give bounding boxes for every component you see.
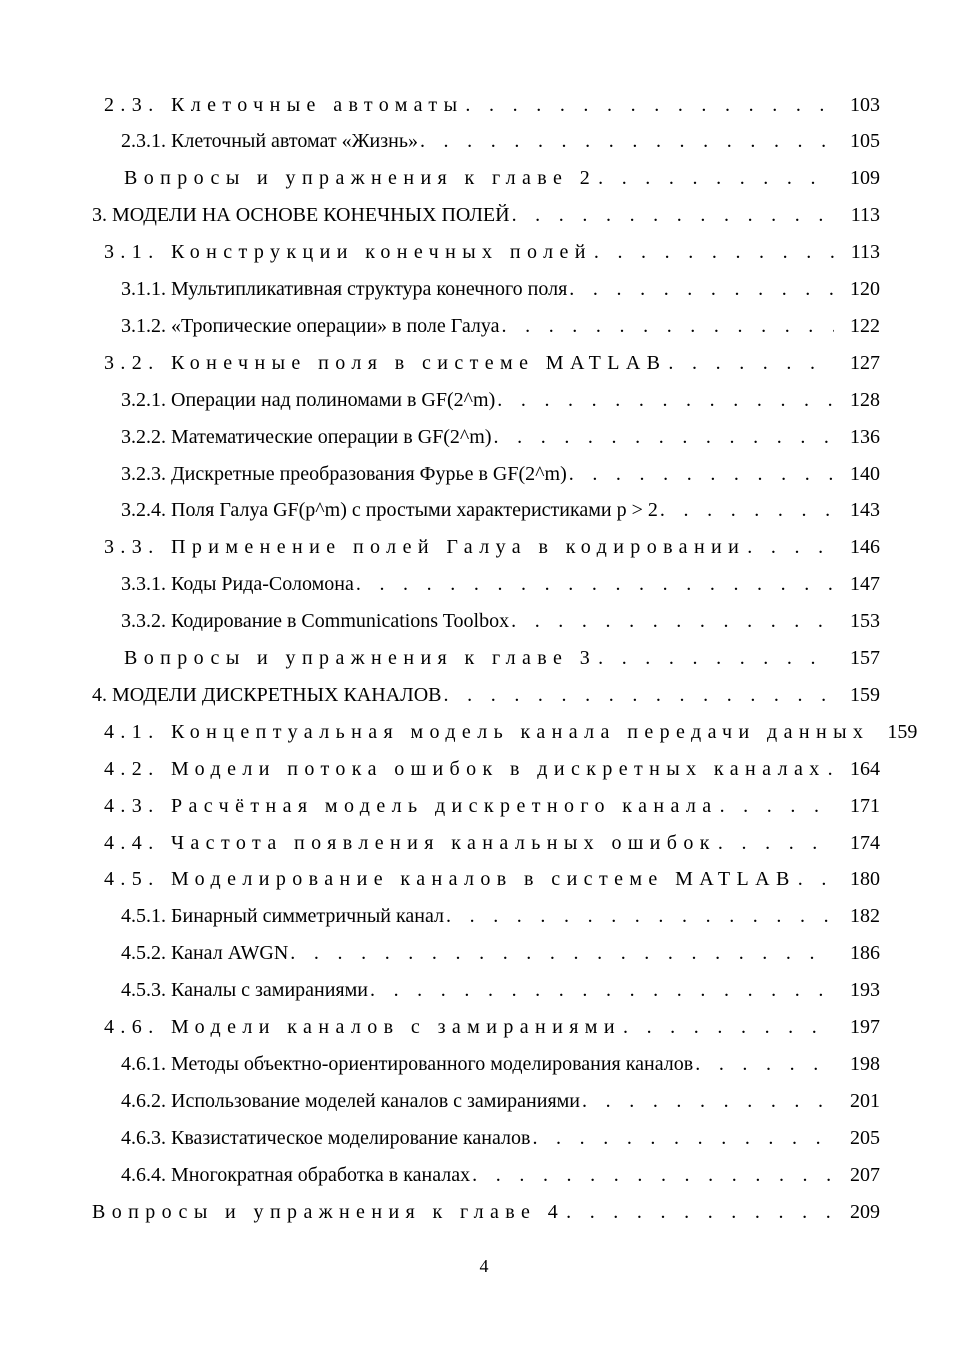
dot-leader [444, 685, 834, 705]
toc-entry-page: 140 [850, 462, 880, 485]
toc-entry-title: 3.2. Конечные поля в системе MATLAB [104, 351, 667, 374]
toc-entry-page: 122 [850, 314, 880, 337]
dot-leader [582, 1091, 834, 1111]
toc-entry-page: 209 [850, 1200, 880, 1223]
toc-entry[interactable] [92, 1193, 880, 1230]
toc-entry-page: 128 [850, 388, 880, 411]
toc-entry[interactable] [104, 750, 880, 787]
dot-leader [747, 537, 834, 557]
dot-leader [532, 1128, 834, 1148]
toc-entry-title: 2.3.1. Клеточный автомат «Жизнь» [121, 130, 418, 153]
toc-entry-title: 3.3.1. Коды Рида-Соломона [121, 573, 354, 596]
toc-entry-title: 3.2.2. Математические операции в GF(2^m) [121, 425, 492, 448]
toc-entry[interactable] [121, 1156, 880, 1193]
toc-entry-title: 4. МОДЕЛИ ДИСКРЕТНЫХ КАНАЛОВ [92, 683, 442, 706]
toc-entry-title: 3.2.4. Поля Галуа GF(p^m) с простыми характеристиками p > 2 [121, 499, 658, 522]
toc-entry[interactable] [104, 824, 880, 861]
toc-entry[interactable] [121, 898, 880, 935]
toc-entry-page: 127 [850, 351, 880, 374]
toc-entry-page: 105 [850, 130, 880, 153]
toc-entry-title: 4.6.1. Методы объектно-ориентированного моделирования каналов [121, 1052, 694, 1075]
toc-entry-title: 3.1. Конструкции конечных полей [104, 241, 592, 264]
toc-entry-title: 3.1.2. «Тропические операции» в поле Галуа [121, 314, 500, 337]
dot-leader [494, 427, 834, 447]
toc-entry-page: 164 [850, 757, 880, 780]
toc-entry-page: 174 [850, 831, 880, 854]
toc-entry[interactable] [121, 418, 880, 455]
toc-entry-title: 2.3. Клеточные автоматы [104, 93, 464, 116]
toc-entry[interactable] [121, 1119, 880, 1156]
toc-entry[interactable] [104, 234, 880, 271]
toc-entry[interactable] [121, 935, 880, 972]
toc-entry-page: 201 [850, 1089, 880, 1112]
toc-entry-title: 4.3. Расчётная модель дискретного канала [104, 794, 718, 817]
toc-entry-title: 4.1. Концептуальная модель канала передачи данных [104, 720, 870, 743]
dot-leader [660, 500, 834, 520]
toc-entry[interactable] [92, 197, 880, 234]
toc-entry-page: 147 [850, 573, 880, 596]
toc-entry-page: 159 [887, 720, 918, 743]
toc-entry[interactable] [121, 566, 880, 603]
toc-entry-title: 3.2.3. Дискретные преобразования Фурье в GF(2^m) [121, 462, 567, 485]
toc-entry-page: 136 [850, 425, 880, 448]
toc-entry-page: 153 [850, 610, 880, 633]
toc-entry-page: 197 [850, 1016, 880, 1038]
dot-leader [598, 168, 834, 188]
toc-entry[interactable] [124, 640, 880, 677]
toc-entry-title: 4.5.2. Канал AWGN [121, 942, 289, 965]
toc-entry-page: 186 [850, 942, 880, 965]
toc-entry[interactable] [104, 529, 880, 566]
toc-entry-title: 3.3. Применение полей Галуа в кодировании [104, 536, 746, 559]
dot-leader [594, 242, 834, 262]
toc-entry-page: 113 [850, 204, 880, 227]
dot-leader [502, 316, 835, 336]
toc-entry-page: 109 [850, 167, 880, 190]
toc-entry[interactable] [121, 307, 880, 344]
dot-leader [370, 980, 834, 1000]
toc-entry[interactable] [121, 271, 880, 308]
toc-entry-title: Вопросы и упражнения к главе 3 [124, 647, 597, 669]
toc-entry-page: 205 [850, 1126, 880, 1149]
dot-leader [512, 205, 834, 225]
dot-leader [569, 464, 834, 484]
dot-leader [623, 1017, 834, 1037]
toc-entry[interactable] [104, 1009, 880, 1046]
toc-entry-page: 143 [850, 499, 880, 522]
dot-leader [472, 1165, 834, 1185]
toc-entry-page: 157 [850, 647, 880, 669]
toc-entry[interactable] [121, 1082, 880, 1119]
dot-leader [828, 759, 834, 779]
dot-leader [720, 796, 834, 816]
toc-entry[interactable] [121, 492, 880, 529]
toc-entry-page: 146 [850, 536, 880, 559]
toc-entry[interactable] [104, 787, 880, 824]
dot-leader [695, 1054, 834, 1074]
toc-entry-title: 4.6.3. Квазистатическое моделирование каналов [121, 1126, 531, 1149]
toc-entry-title: 4.4. Частота появления канальных ошибок [104, 831, 716, 854]
dot-leader [598, 648, 834, 668]
toc-entry[interactable] [121, 603, 880, 640]
toc-entry-title: 4.6.2. Использование моделей каналов с замираниями [121, 1089, 581, 1112]
dot-leader [465, 95, 834, 115]
toc-entry-page: 182 [850, 905, 880, 928]
dot-leader [566, 1202, 834, 1222]
toc-entry-page: 207 [850, 1163, 880, 1186]
toc-entry-page: 180 [850, 868, 880, 891]
dot-leader [446, 906, 834, 926]
toc-entry-title: Вопросы и упражнения к главе 4 [92, 1200, 565, 1223]
dot-leader [718, 833, 834, 853]
toc-entry-page: 193 [850, 979, 880, 1002]
dot-leader [420, 131, 834, 151]
toc-entry[interactable] [104, 861, 880, 898]
toc-entry-title: 3. МОДЕЛИ НА ОСНОВЕ КОНЕЧНЫХ ПОЛЕЙ [92, 204, 510, 227]
toc-entry-title: Вопросы и упражнения к главе 2 [124, 167, 597, 190]
toc-entry-title: 4.5.3. Каналы с замираниями [121, 979, 368, 1002]
toc-entry-title: 3.2.1. Операции над полиномами в GF(2^m) [121, 388, 496, 411]
toc-entry-page: 171 [850, 794, 880, 817]
toc-entry-title: 3.3.2. Кодирование в Communications Toolbox [121, 610, 510, 633]
toc-entry-title: 4.6.4. Многократная обработка в каналах [121, 1163, 471, 1186]
toc-entry[interactable] [92, 676, 880, 713]
dot-leader [798, 869, 834, 889]
toc-entry[interactable] [121, 455, 880, 492]
toc-entry[interactable] [124, 160, 880, 197]
toc-entry[interactable] [121, 381, 880, 418]
toc-entry[interactable] [121, 123, 880, 160]
page-number: 4 [479, 1256, 489, 1276]
toc-entry[interactable] [104, 713, 918, 750]
toc-entry-title: 3.1.1. Мультипликативная структура конечного поля [121, 278, 568, 300]
toc-entry-page: 120 [850, 278, 880, 300]
toc-entry-title: 4.2. Модели потока ошибок в дискретных каналах [104, 757, 826, 780]
dot-leader [290, 943, 834, 963]
dot-leader [356, 574, 834, 594]
dot-leader [569, 279, 834, 299]
toc-entry[interactable] [104, 344, 880, 381]
toc-entry[interactable] [104, 86, 880, 123]
toc-entry-page: 198 [850, 1052, 880, 1075]
toc-entry-page: 103 [850, 93, 880, 116]
toc-entry-title: 4.6. Модели каналов с замираниями [104, 1016, 621, 1038]
dot-leader [497, 390, 834, 410]
toc-entry-page: 159 [850, 683, 880, 706]
toc-entry-title: 4.5. Моделирование каналов в системе MATLAB [104, 868, 796, 891]
dot-leader [668, 353, 834, 373]
dot-leader [511, 611, 834, 631]
toc-entry[interactable] [121, 972, 880, 1009]
toc-entry[interactable] [121, 1045, 880, 1082]
toc-entry-page: 113 [850, 241, 880, 264]
toc-entry-title: 4.5.1. Бинарный симметричный канал [121, 905, 444, 928]
